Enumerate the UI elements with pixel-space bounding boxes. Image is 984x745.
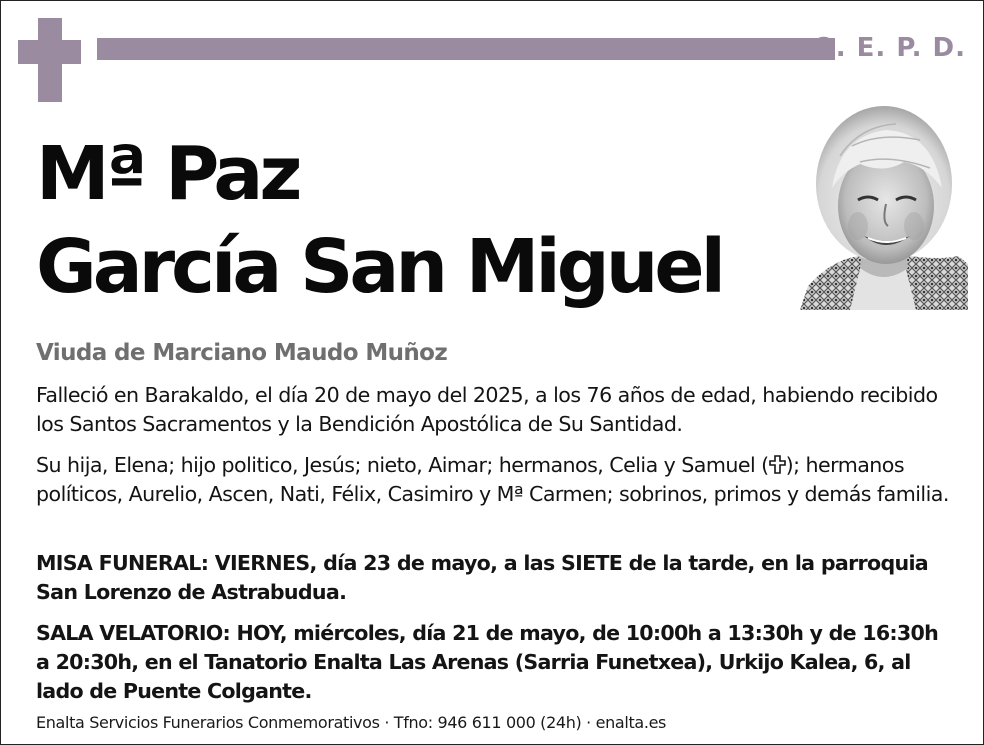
relation-subtitle: Viuda de Marciano Maudo Muñoz xyxy=(36,340,448,366)
funeral-mass-paragraph: MISA FUNERAL: VIERNES, día 23 de mayo, a las SIETE de la tarde, en la parroquia San Lorenzo de Astrabudua. xyxy=(36,551,929,604)
cross-icon xyxy=(769,455,786,474)
header-rule xyxy=(97,38,835,60)
family-text-before: Su hija, Elena; hijo politico, Jesús; nieto, Aimar; hermanos, Celia y Samuel ( xyxy=(36,453,769,477)
qepd-badge: Q. E. P. D. xyxy=(812,33,966,63)
deceased-last-name: García San Miguel xyxy=(36,224,722,310)
death-notice-paragraph: Falleció en Barakaldo, el día 20 de mayo del 2025, a los 76 años de edad, habiendo recibido los Santos Sacramentos y la Bendición Apostólica de Su Santidad. xyxy=(36,383,938,436)
family-paragraph xyxy=(36,451,956,509)
portrait-photo xyxy=(800,96,968,310)
cross-icon-horizontal xyxy=(18,40,81,64)
family-text-after: ); hermanos políticos, Aurelio, Ascen, Nati, Félix, Casimiro y Mª Carmen; sobrinos, primos y demás familia. xyxy=(36,453,949,506)
wake-room-paragraph: SALA VELATORIO: HOY, miércoles, día 21 de mayo, de 10:00h a 13:30h y de 16:30h a 20:30h, en el Tanatorio Enalta Las Arenas (Sarria Funetxea), Urkijo Kalea, 6, al lado de Puente Colgante. xyxy=(36,621,938,703)
funeral-home-footer: Enalta Servicios Funerarios Conmemorativos · Tfno: 946 611 000 (24h) · enalta.es xyxy=(36,713,667,732)
deceased-first-name: Mª Paz xyxy=(36,131,299,217)
